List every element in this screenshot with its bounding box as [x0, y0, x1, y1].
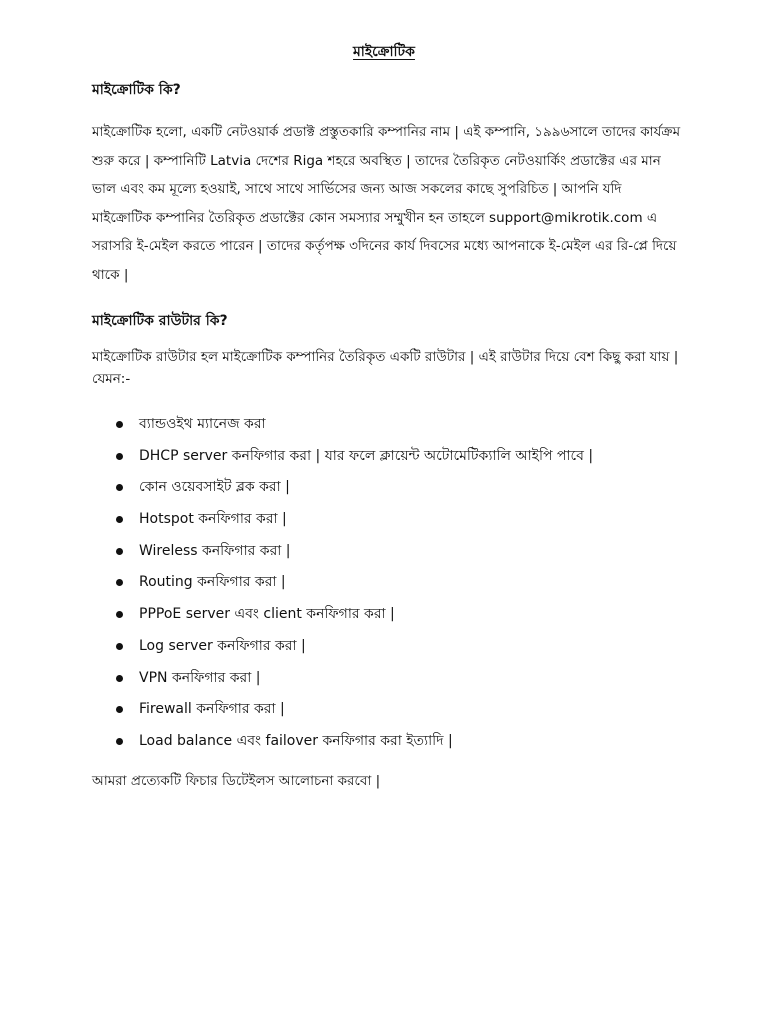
- list-item: [0, 631, 768, 663]
- closing-line: আমরা প্রত্যেকটি ফিচার ডিটেইলস আলোচনা করবো |: [92, 773, 381, 789]
- list-item-text: Wireless কনফিগার করা |: [139, 542, 291, 559]
- bullet-icon: [116, 675, 123, 682]
- bullet-icon: [116, 484, 123, 491]
- list-item: [0, 504, 768, 536]
- list-item-text: Load balance এবং failover কনফিগার করা ইত্যাদি |: [139, 732, 453, 749]
- list-item: [0, 536, 768, 568]
- bullet-icon: [116, 579, 123, 586]
- bullet-icon: [116, 548, 123, 555]
- bullet-icon: [116, 643, 123, 650]
- list-item: [0, 441, 768, 473]
- bullet-icon: [116, 706, 123, 713]
- list-item: [0, 694, 768, 726]
- list-item: [0, 663, 768, 695]
- section-paragraph-about-mikrotik: মাইক্রোটিক হলো, একটি নেটওয়ার্ক প্রডাক্ট প্রস্তুতকারি কম্পানির নাম | এই কম্পানি, ১৯৯৬সালে তাদের কার্যক্রম শুরু করে | কম্পানিটি Latvia দেশের Riga শহরে অবস্থিত | তাদের তৈরিকৃত নেটওয়ার্কিং প্রডাক্টের এর মান ভাল এবং কম মূল্যে হওয়াই, সাথে সাথে সার্ভিসের জন্য আজ সকলের কাছে সুপরিচিত | আপনি যদি মাইক্রোটিক কম্পানির তৈরিকৃত প্রডাক্টের কোন সমস্যার সম্মুখীন হন তাহলে support@mikrotik.com এ সরাসরি ই-মেইল করতে পারেন | তাদের কর্তৃপক্ষ ৩দিনের কার্য দিবসের মধ্যে আপনাকে ই-মেইল এর রি-প্লে দিয়ে থাকে |: [92, 124, 681, 283]
- list-item-text: Routing কনফিগার করা |: [139, 574, 286, 591]
- feature-list: [0, 409, 768, 758]
- bullet-icon: [116, 453, 123, 460]
- section-heading-what-is-mikrotik-router: মাইক্রোটিক রাউটার কি?: [92, 313, 228, 329]
- list-item-text: DHCP server কনফিগার করা | যার ফলে ক্লায়েন্ট অটোমেটিক্যালি আইপি পাবে |: [139, 447, 594, 464]
- list-item-text: PPPoE server এবং client কনফিগার করা |: [139, 606, 395, 623]
- list-item-text: কোন ওয়েবসাইট ব্লক করা |: [139, 479, 290, 496]
- list-item-text: ব্যান্ডওইথ ম্যানেজ করা: [139, 416, 266, 432]
- list-item-text: Firewall কনফিগার করা |: [139, 701, 285, 718]
- section-paragraph-router-intro: মাইক্রোটিক রাউটার হল মাইক্রোটিক কম্পানির তৈরিকৃত একটি রাউটার | এই রাউটার দিয়ে বেশ কিছু করা যায় | যেমন:-: [92, 349, 679, 387]
- list-item-text: Hotspot কনফিগার করা |: [139, 511, 287, 528]
- bullet-icon: [116, 516, 123, 523]
- bullet-icon: [116, 611, 123, 618]
- list-item: [0, 599, 768, 631]
- list-item-text: VPN কনফিগার করা |: [139, 669, 261, 686]
- list-item: [0, 472, 768, 504]
- list-item: [0, 409, 768, 441]
- list-item-text: Log server কনফিগার করা |: [139, 637, 306, 654]
- bullet-icon: [116, 421, 123, 428]
- page-title: মাইক্রোটিক: [353, 44, 415, 60]
- list-item: [0, 726, 768, 758]
- list-item: [0, 567, 768, 599]
- bullet-icon: [116, 738, 123, 745]
- section-heading-what-is-mikrotik: মাইক্রোটিক কি?: [92, 82, 181, 98]
